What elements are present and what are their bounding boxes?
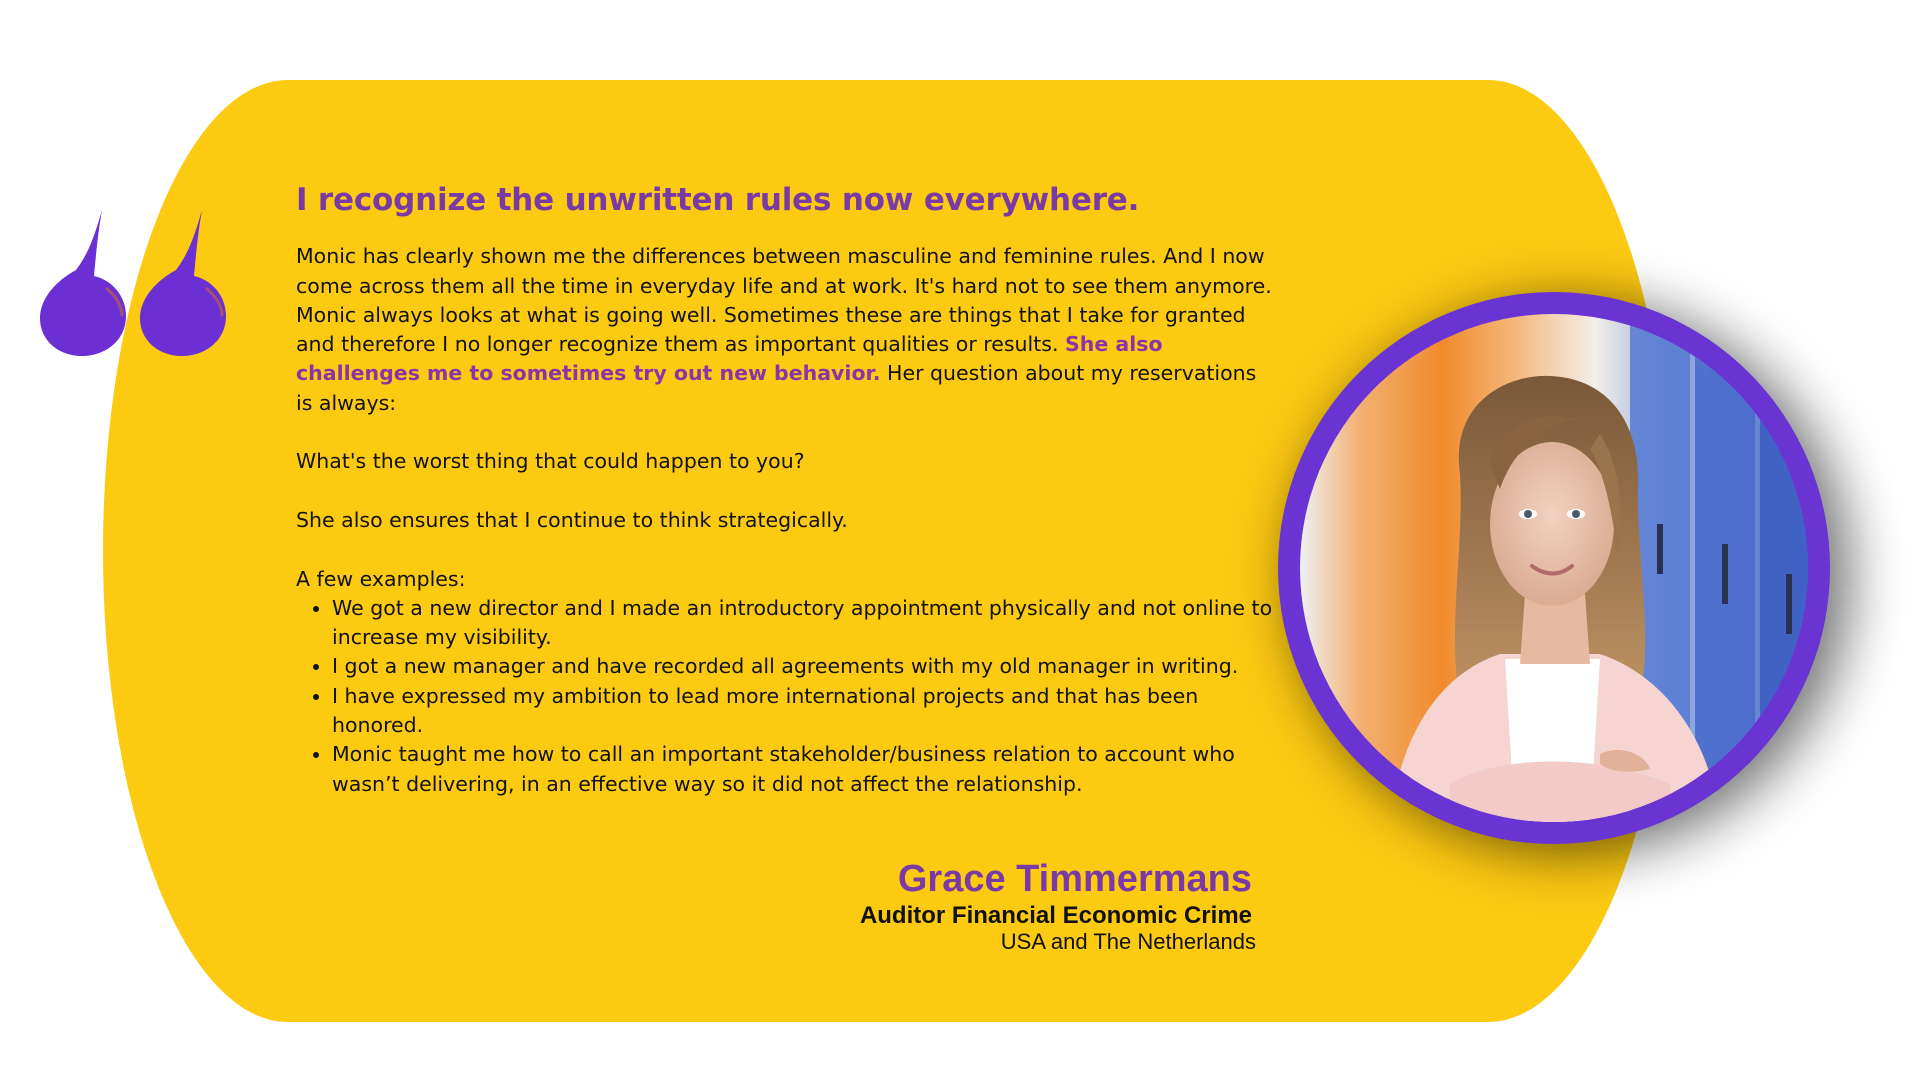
author-name: Grace Timmermans xyxy=(897,858,1252,900)
paragraph-outro: Her question about my reservations is always: xyxy=(296,361,1257,415)
author-portrait xyxy=(1300,314,1808,822)
opening-quote-icon xyxy=(36,208,236,358)
examples-intro: A few examples: xyxy=(296,566,466,591)
paragraph-highlight: She also challenges me to sometimes try out new behavior. xyxy=(296,332,1163,386)
example-item: • Monic taught me how to call an important stakeholder/business relation to account who wasn’t delivering, in an effective way so it did not affect the relationship. xyxy=(332,740,1276,799)
example-item: • I got a new manager and have recorded all agreements with my old manager in writing. xyxy=(332,652,1276,681)
example-item: • We got a new director and I made an introductory appointment physically and not online to increase my visibility. xyxy=(332,594,1276,653)
testimonial-body xyxy=(296,242,1276,799)
testimonial-paragraph xyxy=(296,242,1276,418)
author-location: USA and The Netherlands xyxy=(1000,929,1256,955)
paragraph-intro: Monic has clearly shown me the differences between masculine and feminine rules. And I now come across them all the time in everyday life and at work. It's hard not to see them anymore. Monic always looks at what is going well. Sometimes these are things that I take for granted and therefore I no longer recognize them as important qualities or results. xyxy=(296,244,1272,357)
strategic-statement: She also ensures that I continue to think strategically. xyxy=(296,507,848,532)
worst-thing-question: What's the worst thing that could happen to you? xyxy=(296,449,805,474)
examples-list xyxy=(296,594,1276,799)
testimonial-headline: I recognize the unwritten rules now everywhere. xyxy=(296,182,1140,218)
example-item: • I have expressed my ambition to lead more international projects and that has been honored. xyxy=(332,682,1276,741)
author-role: Auditor Financial Economic Crime xyxy=(859,901,1252,929)
author-signature xyxy=(859,858,1256,956)
testimonial-content xyxy=(296,180,1276,799)
